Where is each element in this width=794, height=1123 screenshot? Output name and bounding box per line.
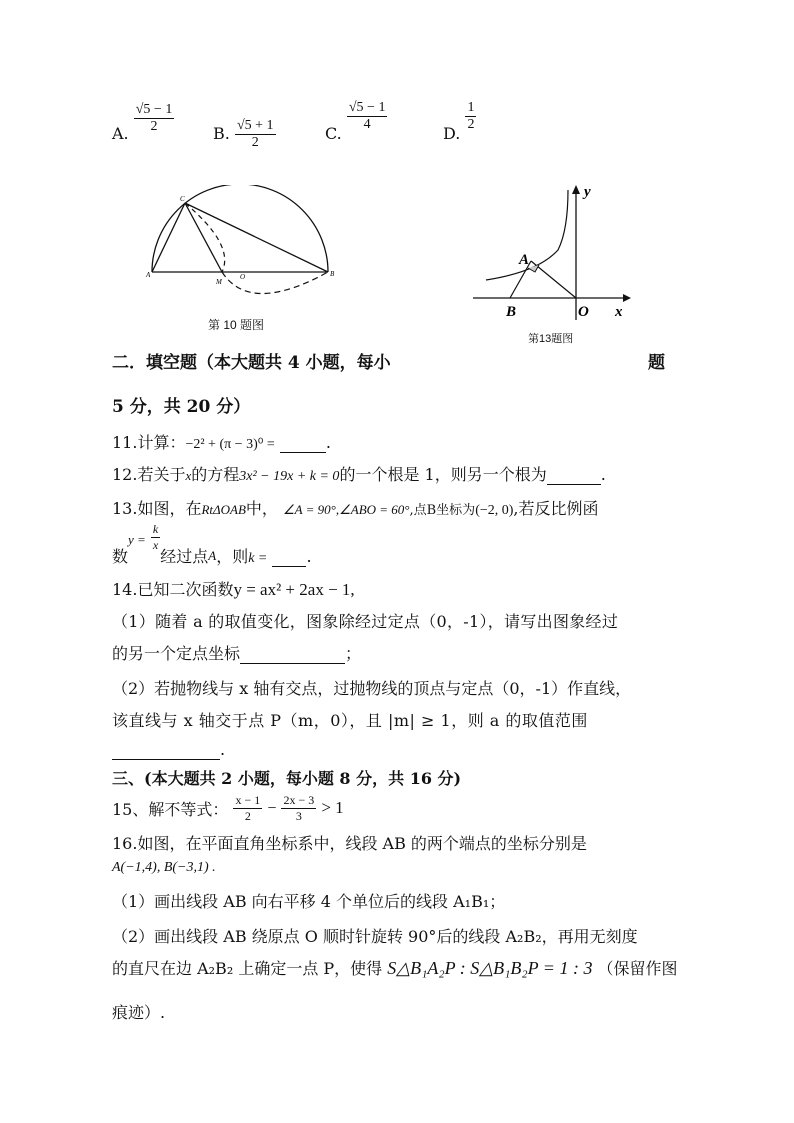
fig13-label-a: A — [519, 252, 530, 268]
section3-heading: 三、(本大题共 2 小题，每小题 8 分，共 16 分) — [112, 769, 462, 788]
q11: 11.计算：−2² + (π − 3)⁰ = . — [112, 433, 331, 452]
q14-answer1-blank[interactable] — [240, 644, 345, 664]
section2-heading-part2: 题 — [648, 353, 665, 373]
q14-part1-b: 的另一个定点坐标 ； — [112, 644, 362, 663]
q16-line1: 16.如图，在平面直角坐标系中，线段 AB 的两个端点的坐标分别是 — [112, 834, 587, 853]
fig13-label-x: x — [615, 304, 623, 320]
q12-answer-blank[interactable] — [547, 465, 601, 485]
option-c-fraction: $\frac{√5 - 1}{4}$ — [348, 100, 386, 132]
q16-part1: （1）画出线段 AB 向右平移 4 个单位后的线段 A₁B₁； — [112, 892, 506, 911]
option-d: D. $\frac{1}{2}$ — [443, 100, 475, 143]
q14-line1: 14.已知二次函数y = ax² + 2ax − 1, — [112, 580, 355, 599]
q11-answer-blank[interactable] — [280, 433, 326, 453]
section2-heading-part1: 二．填空题（本大题共 4 小题，每小 — [112, 353, 391, 373]
q13-answer-blank[interactable] — [272, 547, 306, 567]
fig10-label-m: M — [216, 278, 222, 286]
q14-part2-a: （2）若抛物线与 x 轴有交点，过抛物线的顶点与定点（0，-1）作直线， — [112, 679, 632, 698]
option-a: A. $\frac{√5 - 1}{2}$ — [112, 102, 173, 143]
q16-part2: （2）画出线段 AB 绕原点 O 顺时针旋转 90°后的线段 A₂B₂，再用无刻度 — [112, 927, 638, 946]
figure-10-semicircle — [140, 185, 340, 315]
fig13-label-o: O — [578, 304, 589, 320]
q14-part2-b: 该直线与 x 轴交于点 P（m，0），且 |m| ≥ 1，则 a 的取值范围 — [112, 711, 588, 730]
q16-part3: 的直尺在边 A₂B₂ 上确定一点 P，使得 S△B₁A₂P : S△B₁B₂P = 1 : 3 （保留作图 — [112, 958, 678, 978]
q15-fraction-1: $\frac{x - 1}{2}$ — [235, 793, 261, 823]
q13-k-over-x: $\frac{k}{x}$ — [152, 522, 159, 552]
q14-part2-c: . — [112, 740, 225, 760]
option-b-fraction: $\frac{√5 + 1}{2}$ — [236, 118, 274, 150]
option-d-fraction: $\frac{1}{2}$ — [467, 100, 475, 132]
fig13-label-y: y — [584, 184, 591, 200]
q12: 12.若关于x的方程3x² − 19x + k = 0的一个根是 1，则另一个根为 . — [112, 465, 606, 484]
fig10-label-a: A — [146, 271, 151, 279]
section2-heading-part3: 5 分，共 20 分） — [112, 397, 251, 417]
fig13-label-b: B — [506, 304, 517, 320]
figure-10-caption: 第 10 题图 — [208, 318, 265, 332]
q16-part4: 痕迹）. — [112, 1003, 166, 1022]
fig10-label-c: C — [180, 195, 185, 203]
q13-line1: 13.如图，在RtΔOAB中， ∠A = 90°,∠ABO = 60°,点B坐标为(−2, 0),若反比例函 — [112, 499, 599, 518]
q16-area-ratio: S△B₁A₂P : S△B₁B₂P = 1 : 3 — [387, 958, 593, 978]
q14-answer2-blank[interactable] — [112, 740, 220, 760]
q16-line2: A(−1,4), B(−3,1) . — [112, 860, 216, 875]
q15: 15、解不等式： $\frac{x - 1}{2}$ − $\frac{2x - 3}{3}$ > 1 — [112, 793, 344, 823]
figure-13-graph — [468, 180, 638, 325]
figure-13-caption: 第13题图 — [528, 333, 574, 345]
q14-part1-a: （1）随着 a 的取值变化，图象除经过定点（0，-1），请写出图象经过 — [112, 612, 619, 631]
option-c: C. $\frac{√5 - 1}{4}$ — [325, 100, 386, 143]
q15-fraction-2: $\frac{2x - 3}{3}$ — [283, 793, 315, 823]
fig10-label-o: O — [240, 273, 246, 281]
option-b: B. $\frac{√5 + 1}{2}$ — [213, 118, 274, 150]
fig10-label-b: B — [330, 270, 335, 278]
option-a-fraction: $\frac{√5 - 1}{2}$ — [135, 102, 173, 134]
q13-line2: 数y = $\frac{k}{x}$ 经过点$_A$，则k = . — [112, 522, 312, 566]
